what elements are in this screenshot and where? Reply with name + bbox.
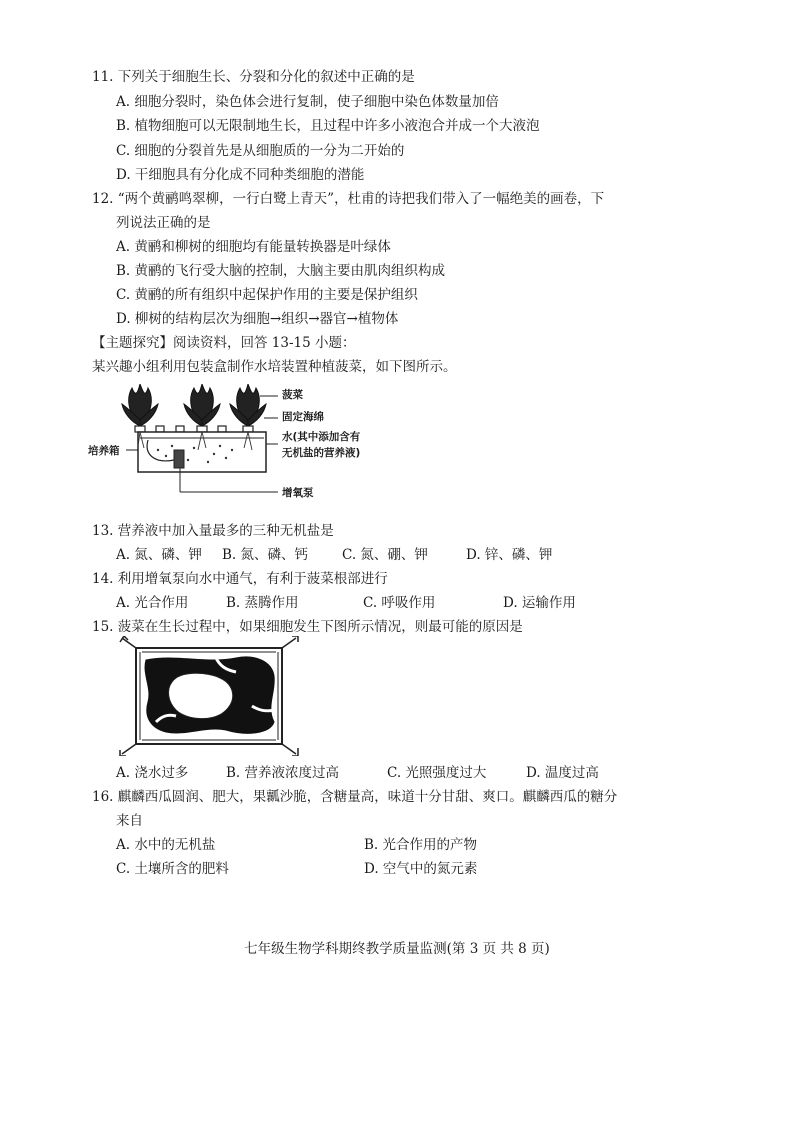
- hydroponics-figure: [88, 384, 388, 508]
- q15-stem: 15. 菠菜在生长过程中，如果细胞发生下图所示情况，则最可能的原因是: [92, 619, 523, 635]
- q13-option-d: D. 锌、磷、钾: [466, 547, 553, 563]
- q13-option-b: B. 氮、磷、钙: [222, 547, 309, 563]
- q16-option-a: A. 水中的无机盐: [116, 837, 216, 853]
- q12-option-c: C. 黄鹂的所有组织中起保护作用的主要是保护组织: [116, 287, 418, 303]
- q14-options: [116, 594, 676, 612]
- label-pump: 增氧泵: [282, 487, 314, 499]
- q16-option-d: D. 空气中的氮元素: [364, 861, 478, 877]
- q14-option-b: B. 蒸腾作用: [226, 595, 299, 611]
- q13-option-a: A. 氮、磷、钾: [116, 547, 202, 563]
- plasmolysis-diagram: [116, 636, 306, 756]
- q16-stem: 16. 麒麟西瓜圆润、肥大，果瓤沙脆，含糖量高，味道十分甘甜、爽口。麒麟西瓜的糖分: [92, 789, 618, 805]
- q11-option-d: D. 干细胞具有分化成不同种类细胞的潜能: [116, 167, 365, 183]
- q16-options-row2: [116, 860, 676, 878]
- theme-heading: 【主题探究】阅读资料，回答 13-15 小题：: [92, 335, 356, 351]
- q12-option-a: A. 黄鹂和柳树的细胞均有能量转换器是叶绿体: [116, 239, 391, 255]
- q13-option-c: C. 氮、硼、钾: [342, 547, 428, 563]
- q11-option-b: B. 植物细胞可以无限制地生长，且过程中许多小液泡合并成一个大液泡: [116, 118, 540, 134]
- q12-option-b: B. 黄鹂的飞行受大脑的控制，大脑主要由肌肉组织构成: [116, 263, 446, 279]
- vacuole: [169, 673, 233, 718]
- q15-option-a: A. 浇水过多: [116, 765, 189, 781]
- q13-options: [116, 546, 676, 564]
- q11-option-a: A. 细胞分裂时，染色体会进行复制，使子细胞中染色体数量加倍: [116, 94, 499, 110]
- q11-option-c: C. 细胞的分裂首先是从细胞质的一分为二开始的: [116, 143, 405, 159]
- air-pump-device: [174, 450, 184, 468]
- label-water-2: 无机盐的营养液): [282, 447, 361, 459]
- q15-options: [116, 764, 676, 782]
- q16-option-b: B. 光合作用的产物: [364, 837, 478, 853]
- q15-option-c: C. 光照强度过大: [387, 765, 487, 781]
- q16-option-c: C. 土壤所含的肥料: [116, 861, 229, 877]
- page-footer: 七年级生物学科期终教学质量监测(第 3 页 共 8 页): [244, 941, 550, 957]
- label-box: 培养箱: [88, 445, 120, 457]
- q16-stem-cont: 来自: [116, 813, 143, 829]
- spinach-plant-2: [184, 384, 220, 426]
- q12-stem: 12. “两个黄鹂鸣翠柳，一行白鹭上青天”，杜甫的诗把我们带入了一幅绝美的画卷，下: [92, 191, 605, 207]
- label-sponge: 固定海绵: [282, 411, 324, 423]
- q12-stem-cont: 列说法正确的是: [116, 215, 211, 231]
- theme-intro: 某兴趣小组利用包装盒制作水培装置种植菠菜，如下图所示。: [92, 359, 457, 375]
- label-spinach: 菠菜: [282, 389, 303, 401]
- spinach-plant-1: [122, 384, 158, 426]
- q15-option-b: B. 营养液浓度过高: [226, 765, 340, 781]
- q14-option-d: D. 运输作用: [503, 595, 576, 611]
- q14-stem: 14. 利用增氧泵向水中通气，有利于菠菜根部进行: [92, 571, 388, 587]
- q11-stem: 11. 下列关于细胞生长、分裂和分化的叙述中正确的是: [92, 69, 415, 85]
- q14-option-c: C. 呼吸作用: [363, 595, 436, 611]
- sponge-row: [135, 426, 253, 432]
- cell-figure: [116, 636, 306, 756]
- q14-option-a: A. 光合作用: [116, 595, 189, 611]
- spinach-plant-3: [230, 384, 266, 426]
- q13-stem: 13. 营养液中加入量最多的三种无机盐是: [92, 523, 334, 539]
- q16-options-row1: [116, 836, 676, 854]
- q12-option-d: D. 柳树的结构层次为细胞→组织→器官→植物体: [116, 311, 399, 327]
- q15-option-d: D. 温度过高: [526, 765, 599, 781]
- label-water-1: 水(其中添加含有: [282, 431, 361, 443]
